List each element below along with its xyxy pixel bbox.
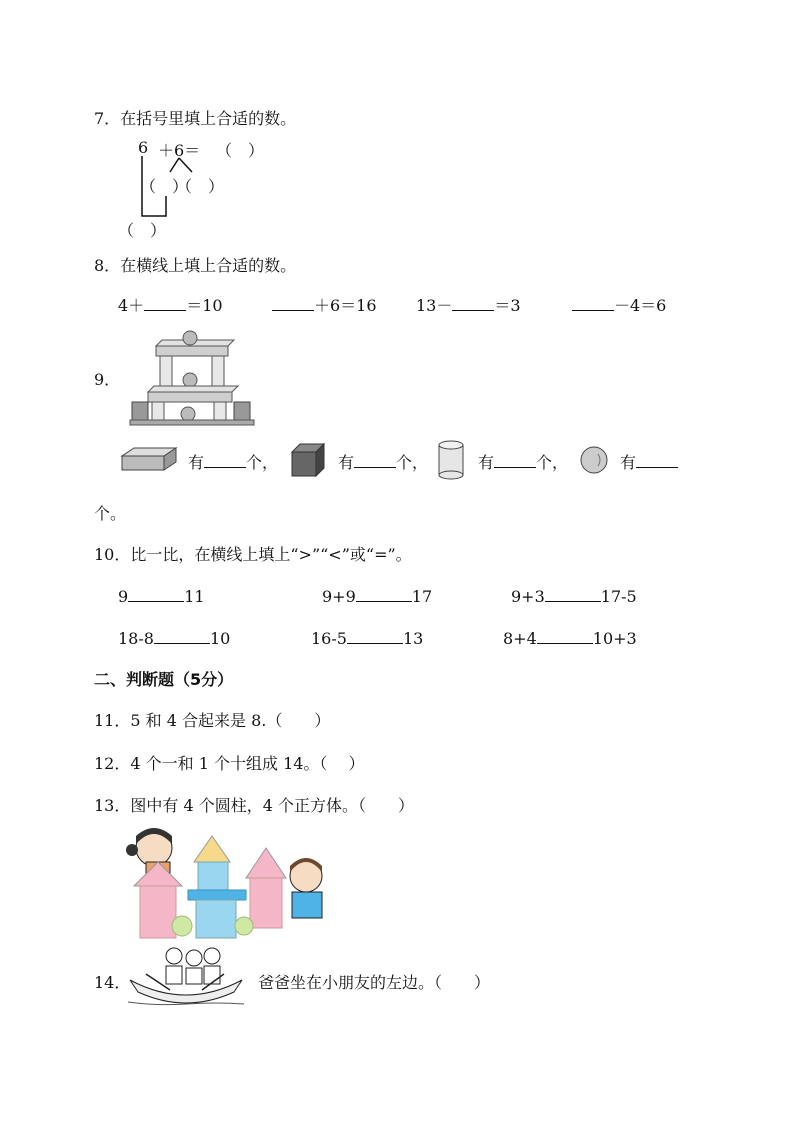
- q10-blank-6[interactable]: [537, 627, 593, 644]
- q8-item-4: －4＝6: [572, 293, 666, 316]
- q9-tail: 个。: [94, 504, 127, 523]
- boat-family-image: [126, 944, 246, 1010]
- q10-compare-3: 9+3 17-5: [511, 587, 637, 606]
- sphere-icon: [578, 444, 610, 476]
- q8-prompt: 8．在横线上填上合适的数。: [94, 256, 297, 275]
- q10-blank-2[interactable]: [356, 585, 412, 602]
- section-2-title: 二、判断题（5分）: [94, 670, 234, 689]
- q14-statement: 爸爸坐在小朋友的左边。（ ）: [258, 973, 491, 992]
- q9-blank-cube[interactable]: [354, 451, 396, 468]
- q8-blank-2[interactable]: [272, 294, 314, 311]
- q10-prompt: 10．比一比，在横线上填上“>”“<”或“=”。: [94, 545, 412, 564]
- q10-compare-6: 8+4 10+3: [503, 629, 637, 648]
- cylinder-icon: [436, 440, 466, 480]
- q11-statement: 11．5 和 4 合起来是 8.（ ）: [94, 711, 331, 730]
- q9-number: 9．: [94, 370, 121, 389]
- q10-compare-5: 16-5 13: [311, 629, 424, 648]
- q7-split-left-blank[interactable]: （ ）: [140, 177, 189, 196]
- q14-number: 14．: [94, 973, 131, 992]
- q8-item-3: 13－ ＝3: [416, 296, 521, 315]
- q7-addend: 6: [138, 138, 149, 157]
- q7-prompt: 7．在括号里填上合适的数。: [94, 109, 297, 128]
- q10-compare-2: 9+9 17: [322, 587, 433, 606]
- q7-result-blank[interactable]: （ ）: [216, 141, 265, 160]
- q7-operation: ＋6＝: [158, 141, 201, 160]
- q9-blank-cuboid[interactable]: [204, 451, 246, 468]
- q9-counting-row: 有 个， 有 个， 有 个， 有: [120, 440, 720, 480]
- q7-bottom-blank[interactable]: （ ）: [118, 221, 167, 240]
- block-tower-image: [128, 330, 258, 426]
- q7-decomposition-lines: [130, 150, 210, 220]
- q7-split-right-blank[interactable]: （ ）: [176, 177, 225, 196]
- q8-item-1: 4＋ ＝10: [118, 296, 223, 315]
- q10-blank-1[interactable]: [128, 585, 184, 602]
- q8-blank-3[interactable]: [452, 294, 494, 311]
- cube-icon: [288, 442, 328, 478]
- q8-blank-4[interactable]: [572, 294, 614, 311]
- q9-blank-sphere[interactable]: [636, 451, 678, 468]
- q9-blank-cylinder[interactable]: [494, 451, 536, 468]
- q12-statement: 12．4 个一和 1 个十组成 14。（ ）: [94, 754, 365, 773]
- q10-blank-5[interactable]: [347, 627, 403, 644]
- q10-blank-4[interactable]: [154, 627, 210, 644]
- q10-compare-1: 9 11: [118, 587, 205, 606]
- q8-item-2: ＋6＝16: [272, 293, 377, 316]
- q10-compare-4: 18-8 10: [118, 629, 231, 648]
- q10-blank-3[interactable]: [545, 585, 601, 602]
- cuboid-icon: [120, 446, 178, 472]
- kids-blocks-image: [124, 822, 334, 944]
- q8-blank-1[interactable]: [144, 294, 186, 311]
- q13-statement: 13．图中有 4 个圆柱，4 个正方体。（ ）: [94, 796, 414, 815]
